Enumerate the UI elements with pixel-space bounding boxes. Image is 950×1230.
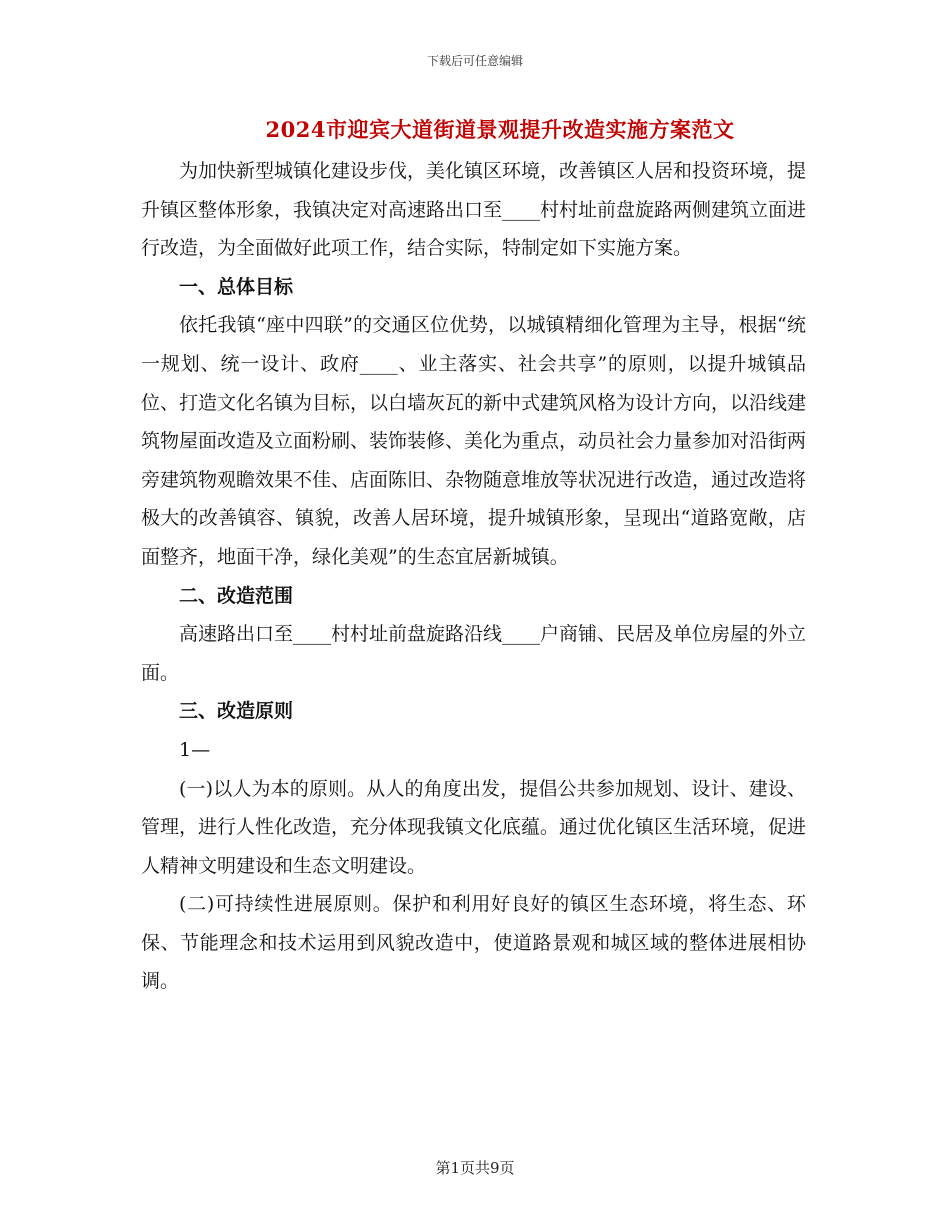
page-number: 第1页共9页 xyxy=(435,1159,515,1177)
section-heading-principles: 三、改造原则 xyxy=(179,700,294,723)
page-header-note: 下载后可任意编辑 xyxy=(426,54,523,68)
principles-marker: 1— xyxy=(179,738,211,761)
scope-paragraph: 高速路出口至____村村址前盘旋路沿线____户商铺、民居及单位房屋的外立面。 xyxy=(141,623,807,684)
overall-goal-paragraph: 依托我镇“座中四联”的交通区位优势，以城镇精细化管理为主导，根据“统一规划、统一设计、政府____、业主落实、社会共享”的原则，以提升城镇品位、打造文化名镇为目标，以白墙灰瓦的新中式建筑风格为设计方向，以沿线建筑物屋面改造及立面粉刷、装饰装修、美化为重点，动员社会力量参加对沿街两旁建筑物观瞻效果不佳、店面陈旧、杂物随意堆放等状况进行改造，通过改造将极大的改善镇容、镇貌，改善人居环境，提升城镇形象，呈现出“道路宽敞，店面整齐，地面干净，绿化美观”的生态宜居新城镇。 xyxy=(141,314,807,568)
document-body xyxy=(141,152,806,1001)
section-heading-overall-goal: 一、总体目标 xyxy=(179,275,294,298)
document-title: 2024市迎宾大道街道景观提升改造实施方案范文 xyxy=(265,117,735,142)
principle-sustainable: (二)可持续性进展原则。保护和利用好良好的镇区生态环境，将生态、环保、节能理念和技术运用到风貌改造中，使道路景观和城区域的整体进展相协调。 xyxy=(141,893,806,993)
intro-paragraph: 为加快新型城镇化建设步伐，美化镇区环境，改善镇区人居和投资环境，提升镇区整体形象，我镇决定对高速路出口至____村村址前盘旋路两侧建筑立面进行改造，为全面做好此项工作，结合实际，特制定如下实施方案。 xyxy=(141,160,807,260)
principle-people-oriented: (一)以人为本的原则。从人的角度出发，提倡公共参加规划、设计、建设、管理，进行人性化改造，充分体现我镇文化底蕴。通过优化镇区生活环境，促进人精神文明建设和生态文明建设。 xyxy=(141,777,807,877)
section-heading-scope: 二、改造范围 xyxy=(179,584,294,607)
